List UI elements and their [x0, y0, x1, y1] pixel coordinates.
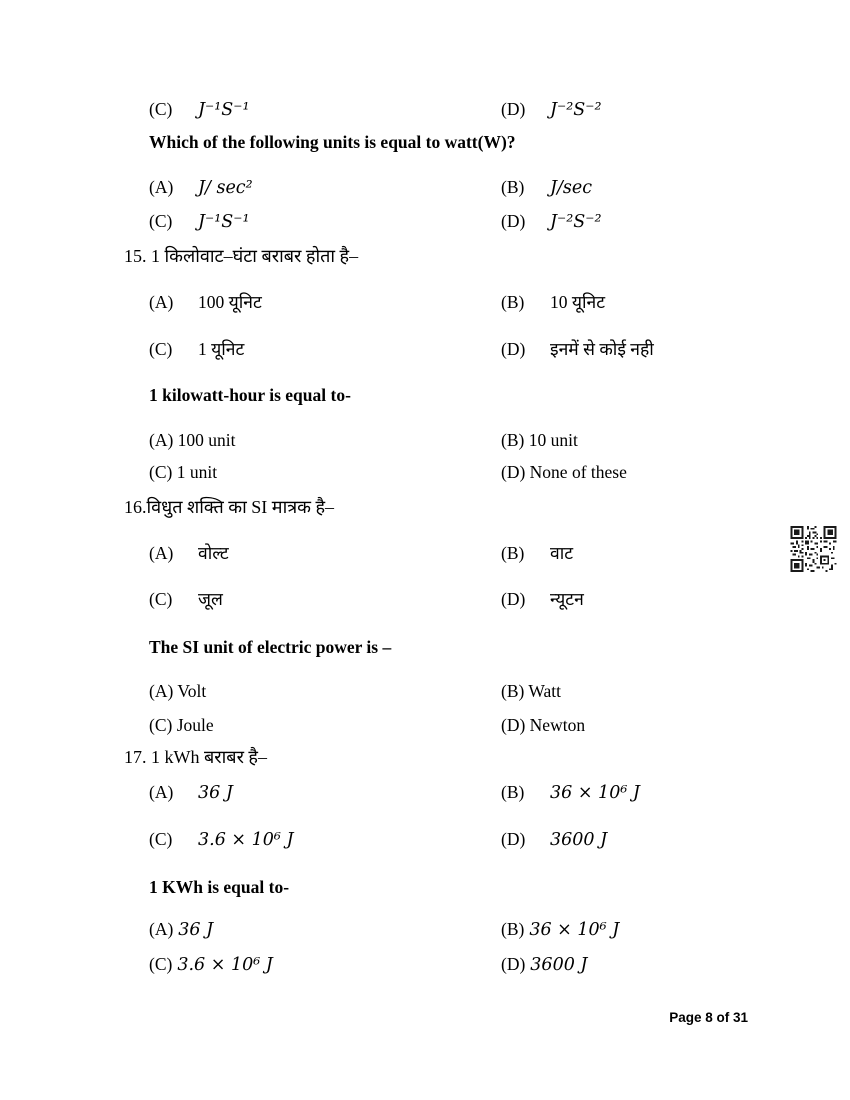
q17-math-options-cd-row: [0, 829, 850, 853]
question-16-hindi: 16.विधुत शक्ति का SI मात्रक है–: [124, 497, 335, 517]
option-value: 100 यूनिट: [198, 292, 262, 312]
option-value: न्यूटन: [550, 589, 584, 609]
option-value: J/ sec²: [198, 178, 253, 198]
q15-hi-options-cd-row: [0, 339, 850, 363]
option-label: (A): [149, 919, 174, 939]
question-14-english: Which of the following units is equal to watt(W)?: [149, 132, 516, 152]
option-value: J⁻²S⁻²: [550, 212, 602, 232]
q14-en-option-a: [149, 177, 253, 199]
option-value: वाट: [550, 543, 574, 563]
option-value: 36 × 10⁶ J: [550, 783, 640, 803]
q16-hi-option-a: [149, 543, 229, 564]
q14-en-option-c: [149, 211, 250, 233]
option-value: 3600 J: [550, 830, 608, 850]
q17-en-option-d: [501, 954, 587, 976]
q16-en-options-cd-row: [0, 715, 850, 739]
option-value: 10 यूनिट: [550, 292, 606, 312]
option-label: (C): [149, 829, 173, 849]
q15-hi-option-a: [149, 292, 262, 313]
q14-option-d: [501, 99, 602, 121]
option-label: (A): [149, 292, 174, 312]
q15-hi-option-b: [501, 292, 605, 313]
qr-code-icon: [790, 526, 837, 572]
question-17-hindi: 17. 1 kWh बराबर है–: [124, 747, 267, 767]
option-label: (D): [501, 99, 526, 119]
question-16-english: The SI unit of electric power is –: [149, 637, 392, 657]
option-value: 1 यूनिट: [198, 339, 245, 359]
q17-en-option-b: [501, 919, 619, 941]
q15-en-options-ab-row: [0, 430, 850, 454]
option-label: (B): [501, 919, 525, 939]
option-label: (B): [501, 543, 525, 563]
option-label: (A): [149, 782, 174, 802]
q16-en-option-c: (C) Joule: [149, 715, 214, 735]
option-label: (D): [501, 211, 526, 231]
q15-hi-option-d: [501, 339, 654, 360]
option-label: (D): [501, 589, 526, 609]
q17-option-b: [501, 782, 640, 804]
q14-option-c: [149, 99, 250, 121]
q14-en-option-b: [501, 177, 592, 199]
option-label: (C): [149, 99, 173, 119]
option-value: वोल्ट: [198, 543, 229, 563]
q17-en-options-ab-row: [0, 919, 850, 943]
q14-options-cd-top-row: [0, 99, 850, 123]
q17-option-c: [149, 829, 293, 851]
q16-hi-option-d: [501, 589, 584, 610]
q15-hi-options-ab-row: [0, 292, 850, 316]
q16-en-options-ab-row: [0, 681, 850, 705]
q14-options-cd-row: [0, 211, 850, 235]
q17-option-a: [149, 782, 233, 804]
q15-en-option-c: (C) 1 unit: [149, 462, 218, 482]
q16-en-option-d: (D) Newton: [501, 715, 586, 735]
q17-en-option-c: [149, 954, 273, 976]
q15-en-option-d: (D) None of these: [501, 462, 627, 482]
q16-en-option-a: (A) Volt: [149, 681, 207, 701]
option-value: जूल: [198, 589, 223, 609]
q17-en-options-cd-row: [0, 954, 850, 978]
option-value: इनमें से कोई नही: [550, 339, 654, 359]
q14-en-option-d: [501, 211, 602, 233]
option-value: 3600 J: [530, 955, 588, 975]
question-15-hindi: 15. 1 किलोवाट–घंटा बराबर होता है–: [124, 246, 359, 266]
option-label: (A): [149, 543, 174, 563]
q16-hi-options-ab-row: [0, 543, 850, 567]
option-label: (C): [149, 954, 173, 974]
q15-hi-option-c: [149, 339, 244, 360]
option-label: (C): [149, 339, 173, 359]
option-value: 3.6 × 10⁶ J: [177, 955, 273, 975]
option-label: (D): [501, 339, 526, 359]
option-value: 3.6 × 10⁶ J: [198, 830, 294, 850]
option-value: 36 J: [198, 783, 233, 803]
option-value: J/sec: [550, 178, 593, 198]
option-label: (B): [501, 292, 525, 312]
option-label: (B): [501, 782, 525, 802]
question-17-english: 1 KWh is equal to-: [149, 877, 290, 897]
page-number: Page 8 of 31: [669, 1010, 748, 1025]
q17-option-d: [501, 829, 607, 851]
option-label: (A): [149, 177, 174, 197]
q16-en-option-b: (B) Watt: [501, 681, 561, 701]
option-value: J⁻¹S⁻¹: [198, 212, 250, 232]
q17-math-options-ab-row: [0, 782, 850, 806]
q16-hi-option-b: [501, 543, 573, 564]
q15-en-option-b: (B) 10 unit: [501, 430, 578, 450]
option-label: (B): [501, 177, 525, 197]
option-label: (D): [501, 829, 526, 849]
option-value: J⁻¹S⁻¹: [198, 100, 250, 120]
q17-en-option-a: [149, 919, 213, 941]
option-label: (C): [149, 211, 173, 231]
q14-options-ab-row: [0, 177, 850, 201]
q15-en-option-a: (A) 100 unit: [149, 430, 236, 450]
q15-en-options-cd-row: [0, 462, 850, 486]
q16-hi-options-cd-row: [0, 589, 850, 613]
q16-hi-option-c: [149, 589, 223, 610]
option-value: J⁻²S⁻²: [550, 100, 602, 120]
question-15-english: 1 kilowatt-hour is equal to-: [149, 385, 351, 405]
option-label: (C): [149, 589, 173, 609]
option-label: (D): [501, 954, 526, 974]
option-value: 36 J: [178, 920, 214, 940]
option-value: 36 × 10⁶ J: [529, 920, 620, 940]
